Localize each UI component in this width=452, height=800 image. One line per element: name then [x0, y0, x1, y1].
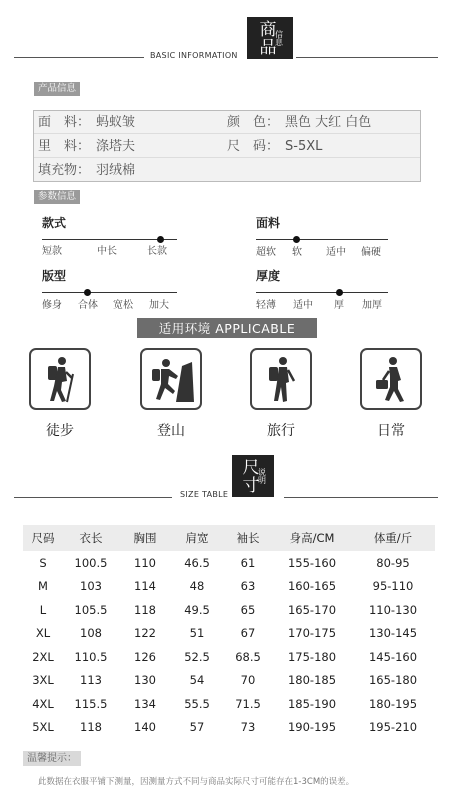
- table-cell: 46.5: [184, 555, 210, 570]
- table-cell: 140: [134, 720, 156, 735]
- table-cell: 68.5: [235, 649, 261, 664]
- info-label: 填充物：: [38, 163, 91, 178]
- table-cell: 65: [240, 602, 256, 617]
- info-label: 面 料：: [38, 115, 91, 130]
- table-cell: 145-160: [368, 649, 418, 664]
- table-cell: 114: [134, 579, 156, 594]
- column-header: 袖长: [223, 525, 273, 551]
- scale-line: [256, 239, 388, 240]
- table-cell: 63: [240, 579, 256, 594]
- applicable-label: 旅行: [267, 423, 295, 439]
- table-cell: 108: [80, 626, 102, 641]
- table-cell: L: [39, 602, 47, 617]
- scale-label: 适中: [326, 247, 346, 258]
- table-cell: 48: [189, 579, 205, 594]
- scale-label: 宽松: [113, 300, 133, 311]
- scale-label: 适中: [293, 300, 313, 311]
- table-cell: 80-95: [376, 555, 410, 570]
- column-header: 衣长: [63, 525, 119, 551]
- size-header-sub-text: 说明: [257, 468, 267, 484]
- table-cell: 67: [240, 626, 256, 641]
- table-cell: 130: [134, 673, 156, 688]
- info-value: 蚂蚁皱: [96, 115, 136, 130]
- table-cell: 73: [240, 720, 256, 735]
- table-cell: 71.5: [235, 696, 261, 711]
- param-title-fabric: 面料: [256, 216, 281, 230]
- table-cell: 51: [189, 626, 205, 641]
- info-value: 羽绒棉: [96, 163, 136, 178]
- table-row: [23, 645, 435, 669]
- table-cell: 190-195: [287, 720, 337, 735]
- table-cell: 103: [80, 579, 102, 594]
- table-cell: 54: [189, 673, 205, 688]
- table-cell: 52.5: [184, 649, 210, 664]
- scale-marker: [84, 289, 91, 296]
- info-value: 黑色 大红 白色: [285, 115, 372, 130]
- table-cell: 185-190: [287, 696, 337, 711]
- table-cell: 122: [134, 626, 156, 641]
- column-header: 肩宽: [171, 525, 223, 551]
- size-header-main-text: 尺寸: [238, 458, 259, 494]
- scale-label: 长款: [147, 246, 167, 257]
- table-cell: 5XL: [32, 720, 54, 735]
- header-sub-text: 信息: [274, 30, 284, 46]
- table-cell: 170-175: [287, 626, 337, 641]
- table-cell: 2XL: [32, 649, 54, 664]
- scale-label: 厚: [334, 300, 344, 311]
- size-header-block: [232, 455, 274, 497]
- applicable-title-bar: 适用环境 APPLICABLE: [137, 318, 317, 338]
- table-cell: 118: [80, 720, 102, 735]
- info-label: 颜 色：: [227, 115, 280, 130]
- product-info-tag: 产品信息: [34, 82, 80, 96]
- column-header: 尺码: [23, 525, 63, 551]
- table-cell: 118: [134, 602, 156, 617]
- daily-icon: [360, 348, 422, 410]
- table-cell: 61: [240, 555, 256, 570]
- basic-info-label: BASIC INFORMATION: [150, 51, 238, 60]
- table-row: [23, 598, 435, 622]
- hiking-icon: [29, 348, 91, 410]
- table-cell: 105.5: [74, 602, 108, 617]
- params-tag: 参数信息: [34, 190, 80, 204]
- table-row: [23, 716, 435, 740]
- param-title-fit: 版型: [42, 269, 67, 283]
- table-cell: 100.5: [74, 555, 108, 570]
- size-table-label: SIZE TABLE: [180, 490, 229, 499]
- scale-marker: [336, 289, 343, 296]
- table-cell: 3XL: [32, 673, 54, 688]
- header-line-left: [14, 57, 144, 58]
- table-cell: 115.5: [74, 696, 108, 711]
- table-cell: 155-160: [287, 555, 337, 570]
- table-cell: 49.5: [184, 602, 210, 617]
- product-info-header-block: [247, 17, 293, 59]
- travel-icon: [250, 348, 312, 410]
- header-line-right: [296, 57, 438, 58]
- table-header-row: [23, 525, 435, 551]
- table-cell: 180-185: [287, 673, 337, 688]
- tip-text: 此数据在衣服平铺下测量，因测量方式不同与商品实际尺寸可能存在1-3CM的误差。: [38, 777, 355, 787]
- table-cell: XL: [35, 626, 51, 641]
- table-cell: 165-180: [368, 673, 418, 688]
- size-table: [23, 525, 435, 739]
- table-cell: 55.5: [184, 696, 210, 711]
- table-cell: 110.5: [74, 649, 108, 664]
- table-cell: 160-165: [287, 579, 337, 594]
- scale-line: [256, 292, 388, 293]
- table-cell: M: [38, 579, 48, 594]
- table-cell: 165-170: [287, 602, 337, 617]
- table-cell: 126: [134, 649, 156, 664]
- table-cell: 195-210: [368, 720, 418, 735]
- table-cell: 113: [80, 673, 102, 688]
- column-header: 身高/CM: [273, 525, 351, 551]
- info-row: [34, 135, 420, 158]
- size-header-line-right: [284, 497, 438, 498]
- table-cell: 110: [134, 555, 156, 570]
- applicable-label: 徒步: [46, 423, 74, 439]
- scale-label: 软: [292, 247, 302, 258]
- scale-label: 中长: [97, 246, 117, 257]
- scale-line: [42, 292, 177, 293]
- scale-label: 加厚: [362, 300, 382, 311]
- table-row: [23, 622, 435, 646]
- scale-label: 加大: [149, 300, 169, 311]
- table-cell: 70: [240, 673, 256, 688]
- scale-label: 修身: [42, 300, 62, 311]
- applicable-label: 日常: [377, 423, 405, 439]
- table-cell: 95-110: [372, 579, 414, 594]
- info-row: [34, 159, 420, 182]
- param-title-thickness: 厚度: [256, 269, 281, 283]
- product-info-box: [33, 110, 421, 182]
- info-value: S-5XL: [285, 139, 323, 154]
- table-cell: 57: [189, 720, 205, 735]
- table-cell: 130-145: [368, 626, 418, 641]
- column-header: 体重/斤: [351, 525, 435, 551]
- size-header-line-left: [14, 497, 172, 498]
- table-cell: S: [39, 555, 47, 570]
- table-row: [23, 551, 435, 575]
- table-row: [23, 669, 435, 693]
- applicable-label: 登山: [157, 423, 185, 439]
- info-value: 涤塔夫: [96, 139, 136, 154]
- header-main-text: 商品: [255, 20, 276, 56]
- scale-label: 偏硬: [361, 247, 381, 258]
- table-row: [23, 692, 435, 716]
- climbing-icon: [140, 348, 202, 410]
- table-cell: 110-130: [368, 602, 418, 617]
- info-label: 里 料：: [38, 139, 91, 154]
- table-row: [23, 575, 435, 599]
- scale-label: 合体: [78, 300, 98, 311]
- table-cell: 175-180: [287, 649, 337, 664]
- table-cell: 134: [134, 696, 156, 711]
- param-title-style: 款式: [42, 216, 67, 230]
- scale-label: 轻薄: [256, 300, 276, 311]
- info-label: 尺 码：: [227, 139, 280, 154]
- scale-label: 短款: [42, 246, 62, 257]
- info-row: [34, 111, 420, 134]
- table-cell: 180-195: [368, 696, 418, 711]
- scale-label: 超软: [256, 247, 276, 258]
- scale-marker: [293, 236, 300, 243]
- table-cell: 4XL: [32, 696, 54, 711]
- column-header: 胸围: [119, 525, 171, 551]
- tip-tag: 温馨提示：: [23, 751, 81, 766]
